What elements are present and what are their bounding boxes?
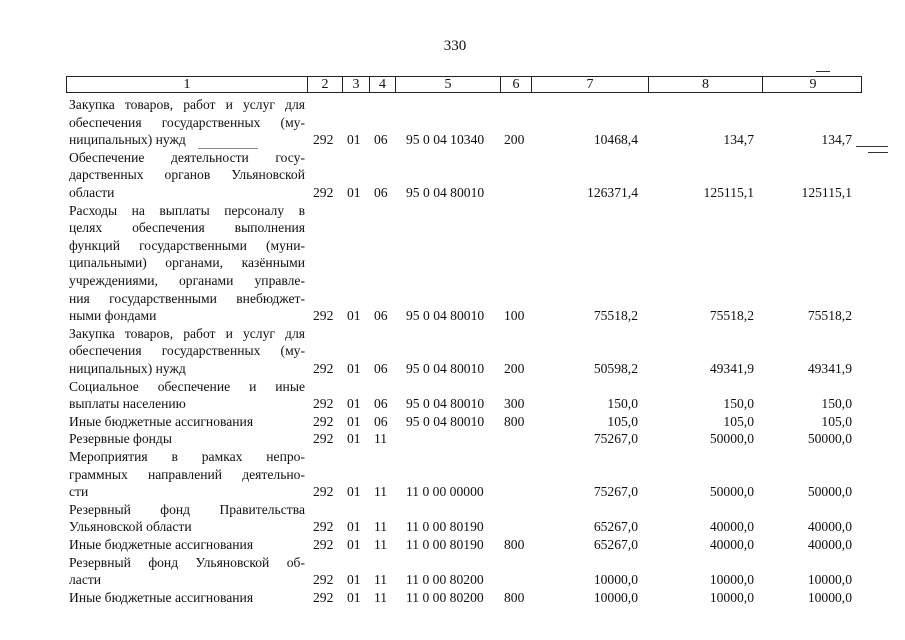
scan-artifact: [198, 148, 258, 149]
cell-col-8: 40000,0: [709, 519, 754, 535]
cell-col-9: 49341,9: [807, 361, 852, 376]
row-text-line: сти: [69, 484, 89, 500]
cell-col-6: 200: [504, 132, 525, 148]
cell-col-2: 292: [313, 537, 334, 552]
cell-col-7: 150,0: [607, 396, 638, 412]
cell-col-7: 10468,4: [593, 132, 638, 148]
cell-col-8: 134,7: [723, 132, 754, 148]
cell-col-7: 75518,2: [593, 308, 638, 324]
cell-col-3: 01: [347, 572, 361, 588]
cell-col-4: 11: [374, 572, 388, 588]
cell-col-5: 95 0 04 80010: [406, 361, 485, 376]
cell-col-7: 50598,2: [593, 361, 638, 376]
cell-col-9: 40000,0: [807, 519, 852, 535]
row-text-line: Иные бюджетные ассигнования: [69, 537, 254, 552]
row-text-line: Расходы на выплаты персоналу в: [69, 202, 305, 218]
cell-col-8: 50000,0: [709, 431, 754, 447]
header-cell-9: 9: [762, 77, 863, 92]
cell-col-9: 10000,0: [807, 572, 852, 588]
cell-col-5: 95 0 04 10340: [406, 132, 485, 148]
cell-col-3: 01: [347, 413, 361, 429]
row-text-line: обеспечения государственных (му-: [69, 343, 305, 359]
cell-col-5: 95 0 04 80010: [406, 308, 485, 324]
row-text-line: Иные бюджетные ассигнования: [69, 413, 254, 429]
cell-col-6: 800: [504, 589, 525, 605]
cell-col-7: 65267,0: [593, 537, 638, 552]
cell-col-4: 06: [374, 308, 388, 324]
cell-col-8: 150,0: [723, 396, 754, 412]
cell-col-4: 11: [374, 484, 388, 500]
cell-col-9: 125115,1: [801, 185, 852, 200]
row-text-line: ными фондами: [69, 308, 157, 324]
cell-col-3: 01: [347, 396, 361, 412]
row-text-line: ласти: [69, 572, 102, 588]
cell-col-4: 06: [374, 396, 388, 412]
header-cell-2: 2: [307, 77, 342, 92]
cell-col-2: 292: [313, 431, 334, 447]
header-cell-1: 1: [183, 77, 191, 92]
scan-artifact: [816, 71, 830, 72]
cell-col-5: 11 0 00 00000: [406, 484, 484, 500]
cell-col-8: 40000,0: [709, 537, 754, 552]
cell-col-4: 11: [374, 519, 388, 535]
scan-artifact: [868, 152, 888, 153]
cell-col-2: 292: [313, 361, 334, 376]
cell-col-2: 292: [313, 308, 334, 324]
cell-col-9: 40000,0: [807, 537, 852, 552]
cell-col-2: 292: [313, 589, 334, 605]
header-cell-8: 8: [648, 77, 762, 92]
cell-col-2: 292: [313, 572, 334, 588]
page-number: 330: [443, 38, 467, 54]
row-text-line: выплаты населению: [69, 396, 186, 412]
row-text-line: Мероприятия в рамках непро-: [69, 449, 305, 464]
cell-col-5: [406, 430, 502, 448]
cell-col-9: 75518,2: [807, 308, 852, 324]
cell-col-6: 800: [504, 413, 525, 429]
row-text-line: функций государственными (муни-: [69, 237, 305, 253]
row-text-line: учреждениями, органами управле-: [69, 273, 305, 288]
cell-col-9: 50000,0: [807, 484, 852, 500]
row-text-line: Резервные фонды: [69, 431, 172, 447]
cell-col-4: 11: [374, 589, 388, 605]
cell-col-4: 11: [374, 431, 388, 447]
cell-col-6: 200: [504, 361, 525, 376]
cell-col-3: 01: [347, 589, 361, 605]
row-text-line: Иные бюджетные ассигнования: [69, 589, 254, 605]
row-text-line: дарственных органов Ульяновской: [69, 167, 305, 183]
row-text-line: обеспечения государственных (му-: [69, 114, 305, 130]
cell-col-6: 100: [504, 308, 525, 324]
cell-col-7: 126371,4: [587, 185, 638, 200]
row-text-line: целях обеспечения выполнения: [69, 220, 305, 236]
cell-col-6: [504, 518, 532, 536]
header-cell-4: 4: [369, 77, 395, 92]
cell-col-3: 01: [347, 361, 361, 376]
header-cell-5: 5: [395, 77, 500, 92]
cell-col-5: 95 0 04 80010: [406, 396, 485, 412]
cell-col-8: 49341,9: [709, 361, 754, 376]
row-text-line: Закупка товаров, работ и услуг для: [69, 97, 305, 112]
row-text-line: граммных направлений деятельно-: [69, 466, 305, 482]
cell-col-4: 11: [374, 537, 388, 552]
cell-col-2: 292: [313, 413, 334, 429]
cell-col-3: 01: [347, 308, 361, 324]
cell-col-4: 06: [374, 132, 388, 148]
cell-col-6: [504, 184, 532, 202]
cell-col-9: 105,0: [821, 413, 852, 429]
cell-col-5: 11 0 00 80190: [406, 519, 484, 535]
cell-col-3: 01: [347, 132, 361, 148]
header-cell-6: 6: [500, 77, 531, 92]
cell-col-6: [504, 430, 532, 448]
row-text-line: Закупка товаров, работ и услуг для: [69, 325, 305, 341]
cell-col-9: 50000,0: [807, 431, 852, 447]
cell-col-8: 125115,1: [703, 185, 754, 200]
cell-col-5: 11 0 00 80200: [406, 589, 484, 605]
cell-col-2: 292: [313, 396, 334, 412]
cell-col-6: 800: [504, 537, 525, 552]
cell-col-6: [504, 483, 532, 501]
row-text-line: ния государственными внебюджет-: [69, 290, 305, 306]
cell-col-8: 10000,0: [709, 572, 754, 588]
cell-col-5: 11 0 00 80200: [406, 572, 484, 588]
row-text-line: Резервный фонд Правительства: [69, 501, 305, 517]
cell-col-4: 06: [374, 185, 388, 200]
cell-col-9: 134,7: [821, 132, 852, 148]
row-text-line: области: [69, 185, 115, 200]
row-text-line: ниципальных) нужд: [69, 132, 186, 148]
cell-col-6: [504, 571, 532, 589]
cell-col-7: 75267,0: [593, 431, 638, 447]
cell-col-2: 292: [313, 185, 334, 200]
row-text-line: Социальное обеспечение и иные: [69, 378, 305, 394]
cell-col-2: 292: [313, 484, 334, 500]
row-text-line: Обеспечение деятельности госу-: [69, 149, 305, 165]
cell-col-3: 01: [347, 484, 361, 500]
cell-col-7: 75267,0: [593, 484, 638, 500]
table-header: [66, 76, 862, 93]
row-text-line: Резервный фонд Ульяновской об-: [69, 554, 305, 570]
row-text-line: ниципальных) нужд: [69, 361, 186, 376]
cell-col-4: 06: [374, 361, 388, 376]
cell-col-8: 50000,0: [709, 484, 754, 500]
cell-col-3: 01: [347, 431, 361, 447]
scan-artifact: [856, 146, 888, 147]
cell-col-5: 11 0 00 80190: [406, 537, 484, 552]
row-text-line: ципальными) органами, казёнными: [69, 255, 305, 271]
cell-col-7: 65267,0: [593, 519, 638, 535]
cell-col-2: 292: [313, 519, 334, 535]
cell-col-3: 01: [347, 519, 361, 535]
cell-col-6: 300: [504, 396, 525, 412]
cell-col-7: 10000,0: [593, 589, 638, 605]
cell-col-5: 95 0 04 80010: [406, 413, 485, 429]
cell-col-3: 01: [347, 185, 361, 200]
cell-col-7: 10000,0: [593, 572, 638, 588]
cell-col-8: 10000,0: [709, 589, 754, 605]
cell-col-4: 06: [374, 413, 388, 429]
cell-col-5: 95 0 04 80010: [406, 185, 485, 200]
cell-col-8: 75518,2: [709, 308, 754, 324]
header-cell-3: 3: [342, 77, 369, 92]
row-text-line: Ульяновской области: [69, 519, 192, 535]
cell-col-7: 105,0: [607, 413, 638, 429]
cell-col-2: 292: [313, 132, 334, 148]
cell-col-9: 10000,0: [807, 589, 852, 605]
cell-col-8: 105,0: [723, 413, 754, 429]
cell-col-3: 01: [347, 537, 361, 552]
cell-col-9: 150,0: [821, 396, 852, 412]
header-cell-7: 7: [531, 77, 648, 92]
